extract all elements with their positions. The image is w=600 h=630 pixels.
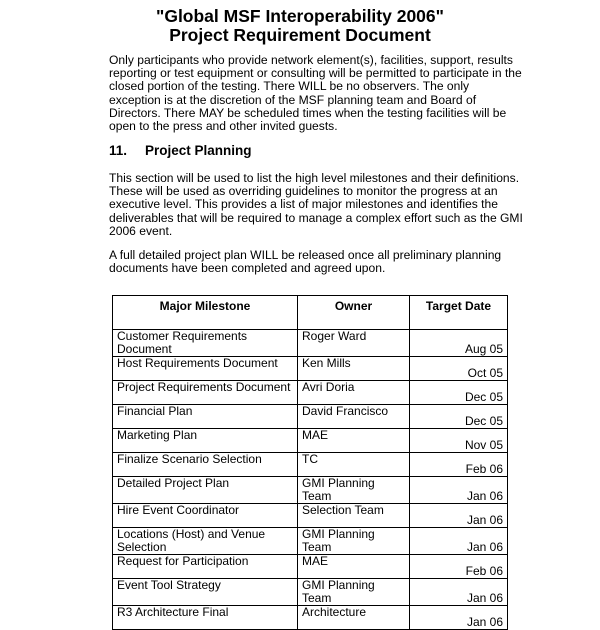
milestone-cell: Locations (Host) and Venue Selection	[113, 528, 298, 555]
table-row	[113, 579, 508, 606]
milestone-cell: Request for Participation	[113, 555, 298, 579]
planning-line: deliverables that will be required to manage a complex effort such as the GMI	[109, 210, 523, 225]
plan-note-paragraph	[109, 249, 529, 275]
plan-note-line: A full detailed project plan WILL be released once all preliminary planning	[109, 248, 502, 262]
owner-cell: MAE	[298, 429, 410, 453]
table-row	[113, 504, 508, 528]
section-number: 11.	[109, 143, 128, 158]
section-title: Project Planning	[145, 143, 252, 158]
owner-cell: Selection Team	[298, 504, 410, 528]
date-cell: Jan 06	[410, 528, 508, 555]
plan-note-line: documents have been completed and agreed upon.	[109, 261, 386, 276]
owner-cell: GMI Planning Team	[298, 579, 410, 606]
intro-line: Directors. There MAY be scheduled times when the testing facilities will be	[109, 105, 507, 120]
intro-line: reporting or test equipment or consulting will be permitted to participate in the	[109, 66, 522, 81]
date-cell: Dec 05	[410, 405, 508, 429]
owner-cell: David Francisco	[298, 405, 410, 429]
table-row	[113, 477, 508, 504]
header-target-date: Target Date	[410, 296, 508, 330]
owner-cell: Avri Doria	[298, 381, 410, 405]
owner-cell: MAE	[298, 555, 410, 579]
milestone-cell: Finalize Scenario Selection	[113, 453, 298, 477]
date-cell: Jan 06	[410, 477, 508, 504]
table-row	[113, 555, 508, 579]
owner-cell: GMI Planning Team	[298, 528, 410, 555]
table-row	[113, 405, 508, 429]
intro-paragraph	[109, 54, 529, 133]
milestone-cell: Customer Requirements Document	[113, 330, 298, 357]
section-heading	[109, 143, 252, 159]
planning-line: This section will be used to list the high level milestones and their definitions.	[109, 171, 520, 185]
owner-cell: Ken Mills	[298, 357, 410, 381]
date-cell: Nov 05	[410, 429, 508, 453]
planning-paragraph	[109, 172, 529, 238]
milestone-cell: Marketing Plan	[113, 429, 298, 453]
date-cell: Jan 06	[410, 606, 508, 630]
owner-cell: TC	[298, 453, 410, 477]
header-owner: Owner	[298, 296, 410, 330]
date-cell: Feb 06	[410, 555, 508, 579]
intro-line: exception is at the discretion of the MSF planning team and Board of	[109, 92, 477, 107]
milestone-cell: Financial Plan	[113, 405, 298, 429]
table-row	[113, 381, 508, 405]
planning-line: These will be used as overriding guidelines to monitor the progress at an	[109, 184, 498, 199]
milestone-cell: Project Requirements Document	[113, 381, 298, 405]
date-cell: Oct 05	[410, 357, 508, 381]
milestone-cell: Hire Event Coordinator	[113, 504, 298, 528]
header-major-milestone: Major Milestone	[113, 296, 298, 330]
planning-line: executive level. This provides a list of major milestones and identifies the	[109, 197, 498, 212]
milestone-cell: Detailed Project Plan	[113, 477, 298, 504]
table-row	[113, 330, 508, 357]
date-cell: Feb 06	[410, 453, 508, 477]
planning-line: 2006 event.	[109, 223, 173, 238]
table-row	[113, 606, 508, 630]
table-row	[113, 429, 508, 453]
milestone-cell: R3 Architecture Final	[113, 606, 298, 630]
table-header-row	[113, 296, 508, 330]
table-row	[113, 453, 508, 477]
intro-line: Only participants who provide network element(s), facilities, support, results	[109, 53, 513, 67]
table-row	[113, 528, 508, 555]
milestone-cell: Event Tool Strategy	[113, 579, 298, 606]
date-cell: Jan 06	[410, 579, 508, 606]
document-title-line-2: Project Requirement Document	[169, 25, 431, 45]
milestone-table	[112, 295, 508, 630]
date-cell: Jan 06	[410, 504, 508, 528]
intro-line: open to the press and other invited guests.	[109, 119, 338, 134]
date-cell: Aug 05	[410, 330, 508, 357]
table-row	[113, 357, 508, 381]
owner-cell: Roger Ward	[298, 330, 410, 357]
owner-cell: GMI Planning Team	[298, 477, 410, 504]
intro-line: closed portion of the testing. There WILL be no observers. The only	[109, 79, 470, 94]
milestone-cell: Host Requirements Document	[113, 357, 298, 381]
document-title-line-1: "Global MSF Interoperability 2006"	[156, 6, 444, 26]
date-cell: Dec 05	[410, 381, 508, 405]
owner-cell: Architecture	[298, 606, 410, 630]
